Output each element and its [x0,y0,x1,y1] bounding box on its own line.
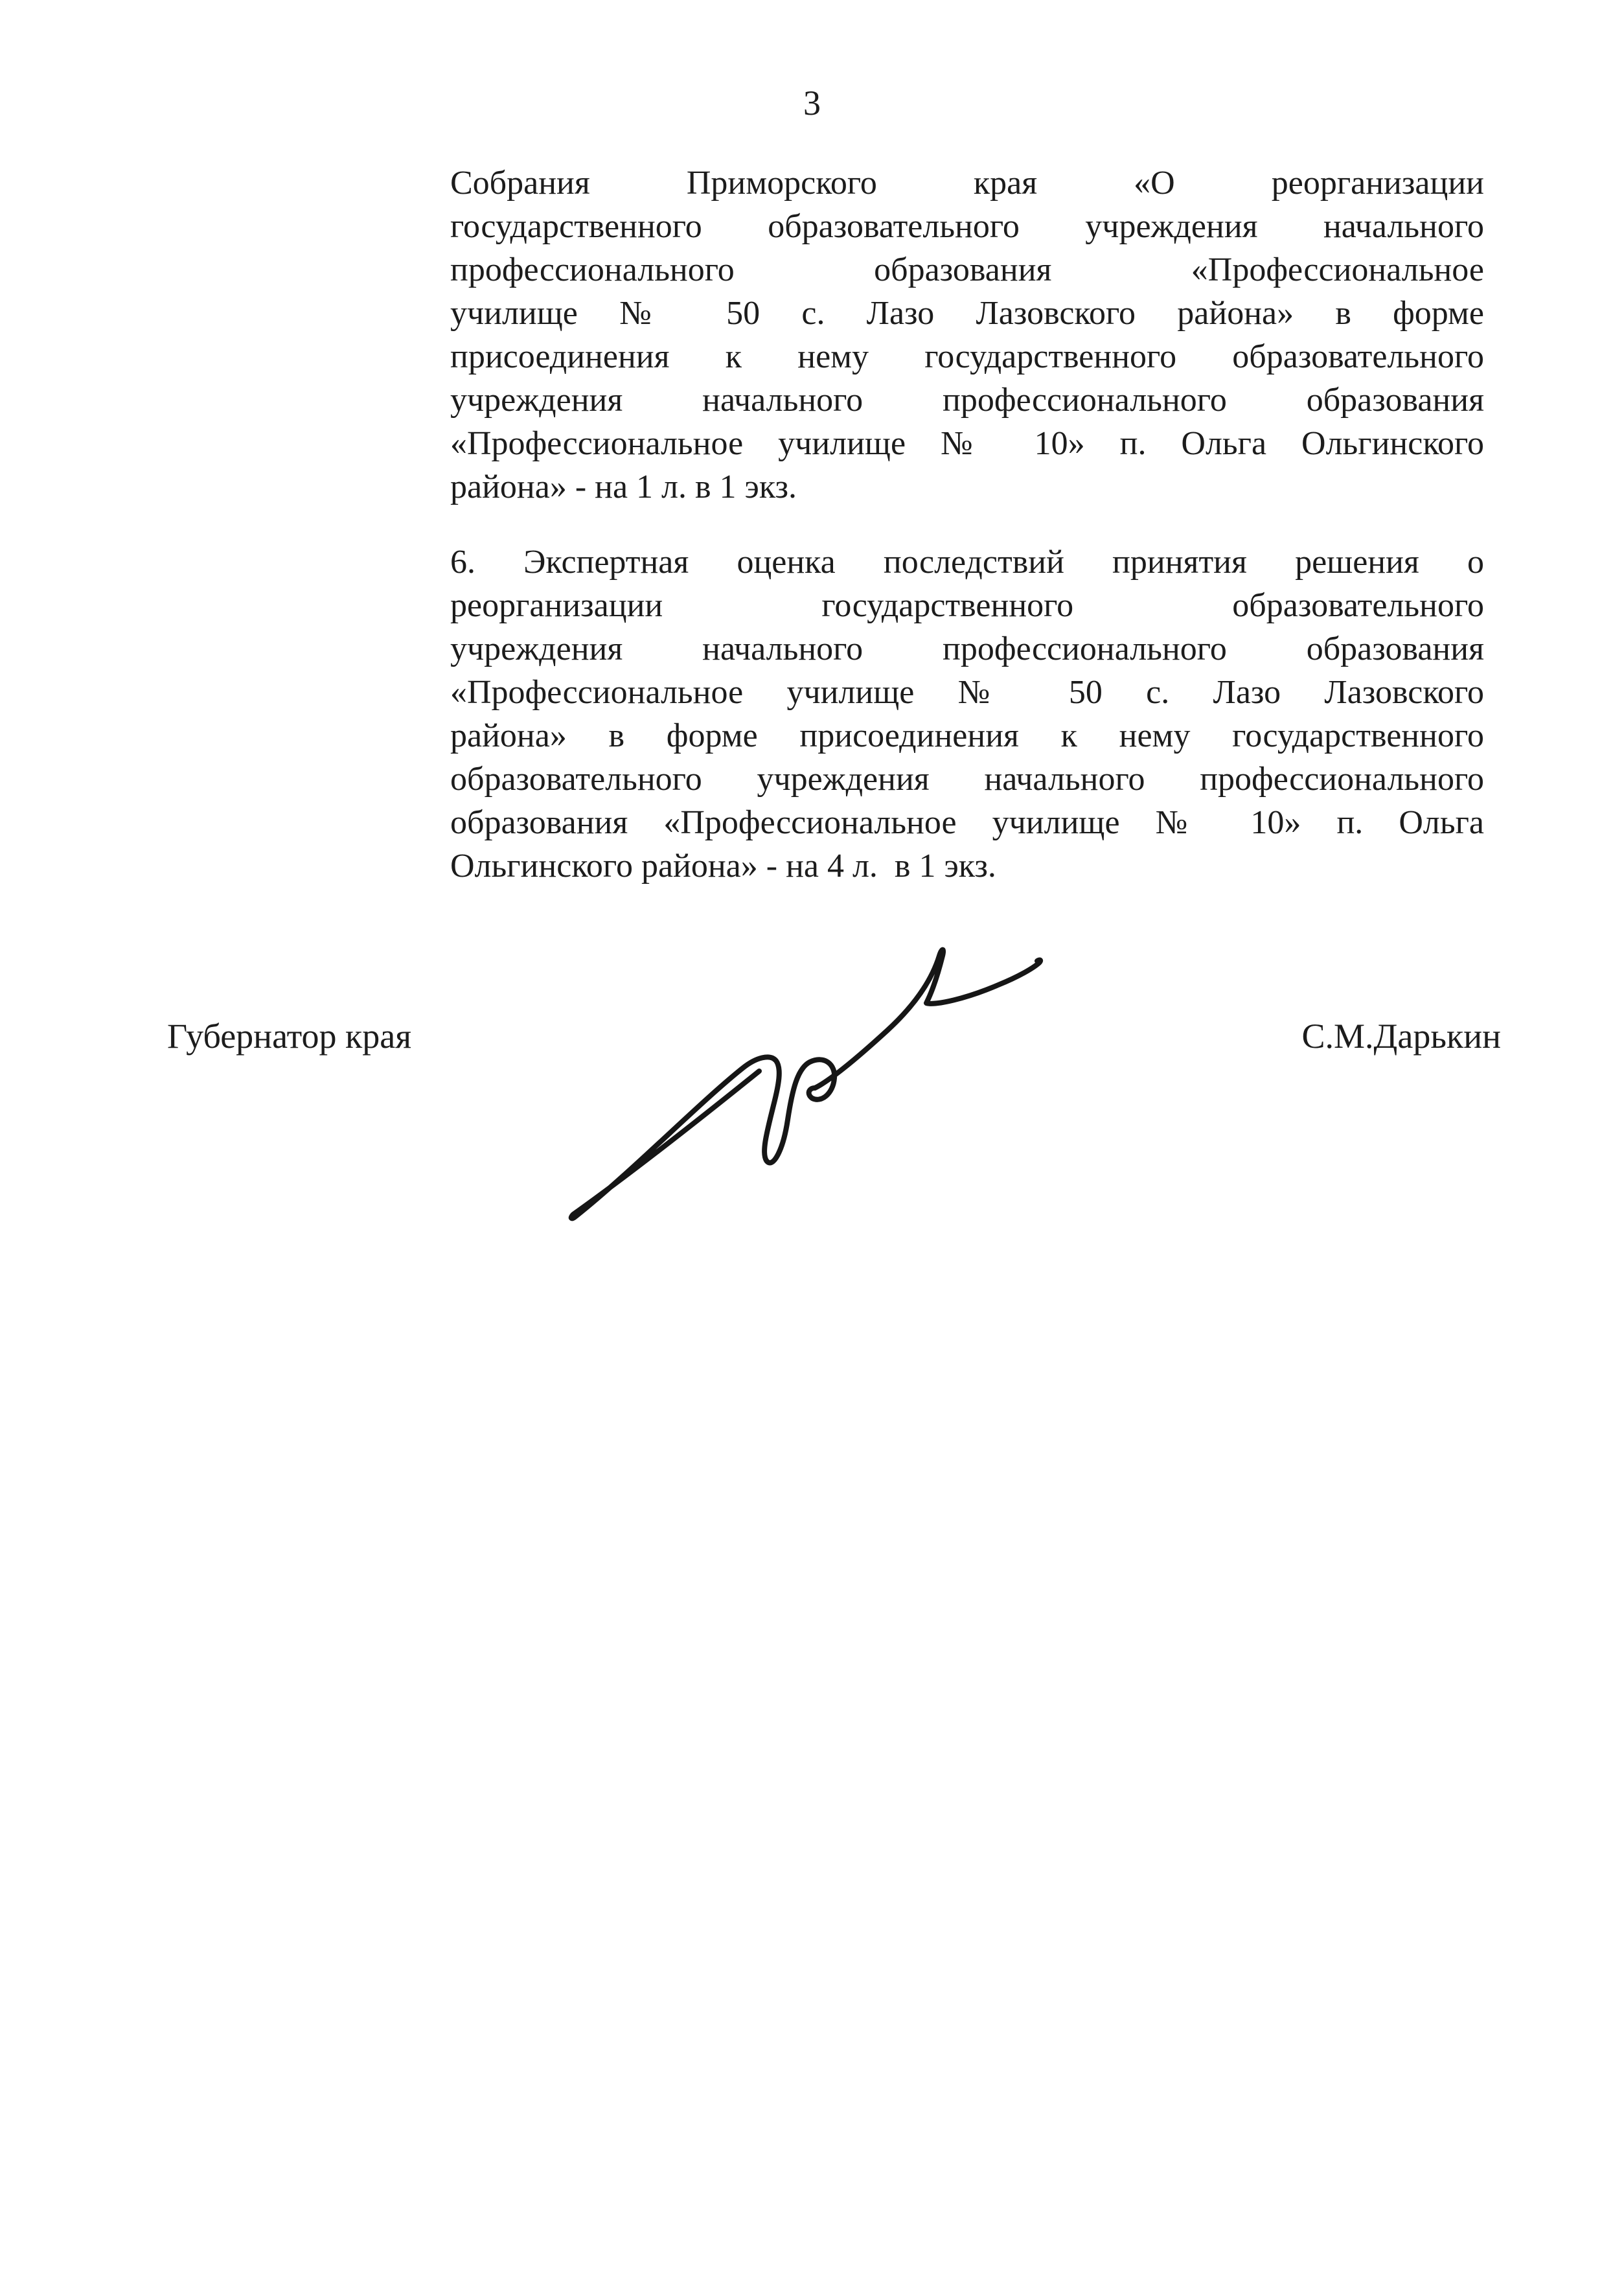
text-line: училище № 50 с. Лазо Лазовского района» в форме [450,295,1484,332]
text-line: реорганизации государственного образовательного [450,587,1484,624]
text-line: образования «Профессиональное училище № 10» п. Ольга [450,804,1484,841]
text-line: «Профессиональное училище № 50 с. Лазо Лазовского [450,674,1484,711]
text-line: образовательного учреждения начального профессионального [450,761,1484,798]
text-line: 6. Экспертная оценка последствий принятия решения о [450,544,1484,581]
signatory-title: Губернатор края [167,1017,412,1056]
text-line: учреждения начального профессионального образования [450,382,1484,419]
text-line: «Профессиональное училище № 10» п. Ольга Ольгинского [450,425,1484,462]
text-line: профессионального образования «Профессиональное [450,251,1484,288]
text-line: района» в форме присоединения к нему государственного [450,717,1484,754]
paragraph-continued [450,161,1484,509]
text-line: Ольгинского района» - на 4 л. в 1 экз. [450,848,996,884]
text-line: учреждения начального профессионального образования [450,630,1484,667]
text-line: Собрания Приморского края «О реорганизации [450,165,1484,202]
text-line: района» - на 1 л. в 1 экз. [450,468,797,505]
signatory-name: С.М.Дарькин [1301,1017,1501,1056]
text-line: государственного образовательного учреждения начального [450,208,1484,245]
text-line: присоединения к нему государственного образовательного [450,338,1484,375]
paragraph-item-6 [450,540,1484,888]
page-number: 3 [803,84,821,122]
handwritten-signature-icon [551,907,1069,1231]
